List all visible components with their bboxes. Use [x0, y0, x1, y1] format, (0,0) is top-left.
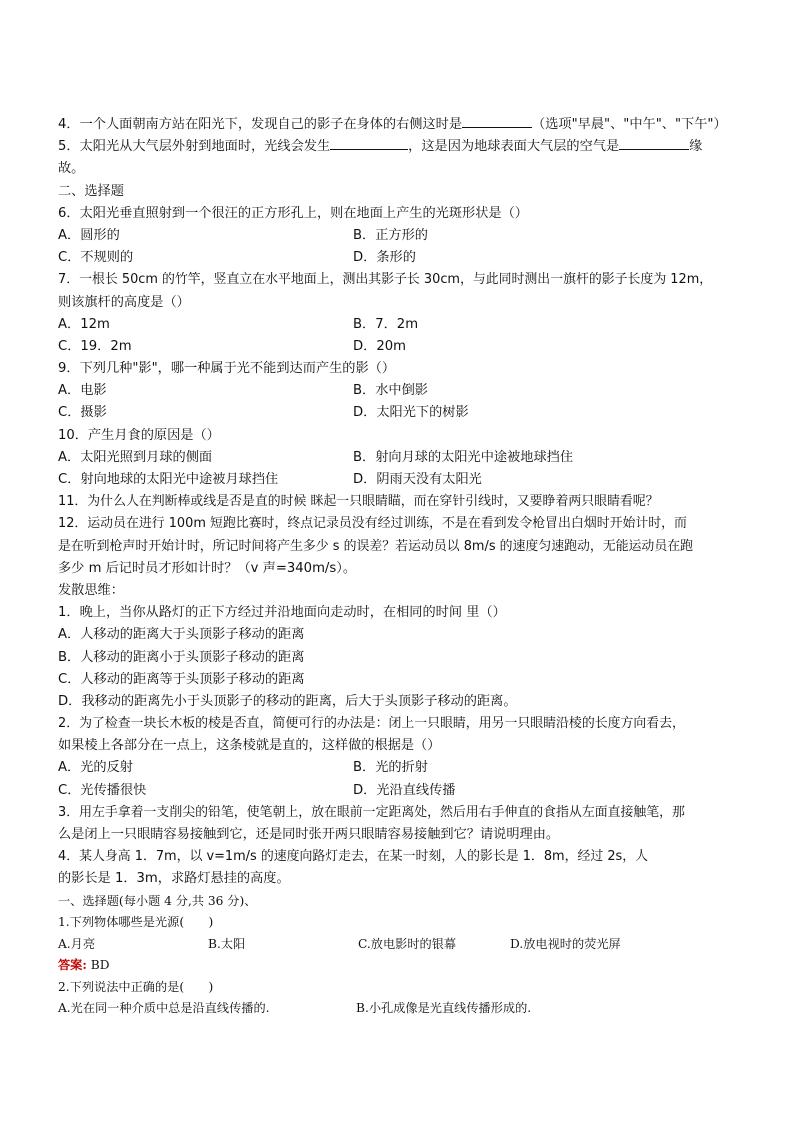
- option-a: A．光的反射: [58, 760, 133, 776]
- divergent-question-2-options-row: [58, 757, 740, 779]
- option-b: B．正方形的: [353, 227, 428, 243]
- option-d: D．条形的: [353, 250, 416, 266]
- question-10: 10．产生月食的原因是（）: [58, 427, 220, 443]
- option-c: C.放电影时的银幕: [358, 936, 457, 951]
- option-c: C．光传播很快: [58, 782, 147, 798]
- section-heading: 二、选择题: [58, 183, 124, 199]
- divergent-question-2-cont: 如果棱上各部分在一点上，这条棱就是直的，这样做的根据是（）: [58, 738, 441, 754]
- divergent-question-1: 1．晚上，当你从路灯的正下方经过并沿地面向走动时，在相同的时间 里（）: [58, 605, 506, 621]
- question-6-options-row: [58, 247, 740, 269]
- section-heading: 发散思维：: [58, 582, 124, 598]
- section-heading: 一、选择题(每小题 4 分,共 36 分)、: [58, 893, 257, 908]
- question-10-options-row: [58, 447, 740, 469]
- option-a: A．电影: [58, 383, 107, 399]
- option-a: A．人移动的距离大于头顶影子移动的距离: [58, 627, 305, 643]
- document-page: [58, 114, 740, 1020]
- practice-question-2: 2.下列说法中正确的是( ): [58, 979, 214, 994]
- option-a: A．圆形的: [58, 227, 120, 243]
- question-4-options: （选项"早晨"、"中午"、"下午"）: [532, 117, 727, 132]
- option-c: C．射向地球的太阳光中途被月球挡住: [58, 472, 279, 487]
- option-d: D．阴雨天没有太阳光: [353, 472, 482, 487]
- question-5: [58, 136, 740, 158]
- question-5-text-2: ，这是因为地球表面大气层的空气是: [408, 139, 620, 155]
- question-7: 7．一根长 50cm 的竹竿，竖直立在水平地面上，测出其影子长 30cm，与此同时测出一旗杆的影子长度为 12m，: [58, 272, 713, 288]
- option-b: B．7．2m: [353, 316, 419, 332]
- option-b: B．水中倒影: [353, 383, 428, 399]
- divergent-question-3: 3．用左手拿着一支削尖的铅笔，使笔朝上，放在眼前一定距离处，然后用右手伸直的食指从左面直接触笔，那: [58, 804, 685, 820]
- option-c: C．摄影: [58, 405, 107, 421]
- option-c: C．人移动的距离等于头顶影子移动的距离: [58, 671, 305, 687]
- question-4-text: 4．一个人面朝南方站在阳光下，发现自己的影子在身体的右侧这时是: [58, 117, 463, 132]
- question-5-text: 5．太阳光从大气层外射到地面时，光线会发生: [58, 139, 331, 155]
- question-5-text-3: 缘: [689, 139, 703, 155]
- option-b: B.小孔成像是光直线传播形成的.: [356, 1001, 532, 1016]
- question-9: 9．下列几种"影"，哪一种属于光不能到达而产生的影（）: [58, 361, 396, 377]
- option-a: A.光在同一种介质中总是沿直线传播的.: [58, 1001, 270, 1016]
- question-5-end: 故。: [58, 161, 85, 177]
- question-4: [58, 114, 740, 136]
- question-7-options-row: [58, 314, 740, 336]
- divergent-question-3-cont: 么是闭上一只眼睛容易接触到它，还是同时张开两只眼睛容易接触到它？请说明理由。: [58, 827, 560, 842]
- answer-blank: [462, 114, 532, 128]
- question-10-options-row: [58, 469, 740, 491]
- practice-question-2-options: [58, 998, 740, 1020]
- question-6-options-row: [58, 225, 740, 247]
- answer-line: [58, 955, 740, 977]
- answer-blank: [330, 136, 408, 150]
- option-a: A.月亮: [58, 936, 96, 951]
- question-9-options-row: [58, 402, 740, 424]
- question-7-options-row: [58, 336, 740, 358]
- answer-blank: [619, 136, 689, 150]
- question-12-cont: 多少 m 后记时员才形如计时？（v 声=340m/s）。: [58, 560, 357, 576]
- question-9-options-row: [58, 380, 740, 402]
- question-6: 6．太阳光垂直照射到一个很汪的正方形孔上，则在地面上产生的光斑形状是（）: [58, 205, 528, 221]
- option-c: C．不规则的: [58, 250, 134, 266]
- question-7-cont: 则该旗杆的高度是（）: [58, 294, 190, 310]
- option-a: A．12m: [58, 316, 110, 332]
- option-b: B.太阳: [208, 936, 246, 951]
- divergent-question-2-options-row: [58, 780, 740, 802]
- option-d: D．太阳光下的树影: [353, 405, 469, 421]
- practice-question-1-options: [58, 934, 740, 956]
- divergent-question-2: 2．为了检查一块长木板的棱是否直，简便可行的办法是：闭上一只眼睛，用另一只眼睛沿棱的长度方向看去，: [58, 716, 685, 732]
- divergent-question-4-cont: 的影长是 1．3m，求路灯悬挂的高度。: [58, 871, 290, 887]
- option-d: D．我移动的距离先小于头顶影子的移动的距离，后大于头顶影子移动的距离。: [58, 693, 517, 709]
- question-11: 11．为什么人在判断棒或线是否是直的时候 眯起一只眼睛瞄，而在穿针引线时，又要睁着两只眼睛看呢？: [58, 494, 659, 510]
- option-d: D．光沿直线传播: [353, 782, 456, 798]
- option-b: B．人移动的距离小于头顶影子移动的距离: [58, 649, 305, 665]
- answer-value: BD: [86, 958, 110, 973]
- option-b: B．射向月球的太阳光中途被地球挡住: [353, 449, 574, 465]
- option-a: A．太阳光照到月球的侧面: [58, 449, 213, 465]
- option-c: C．19．2m: [58, 338, 132, 354]
- option-b: B．光的折射: [353, 760, 428, 776]
- question-12: 12．运动员在进行 100m 短跑比赛时，终点记录员没有经过训练，不是在看到发令枪冒出白烟时开始计时，而: [58, 516, 687, 532]
- answer-label: 答案:: [58, 958, 87, 973]
- question-12-cont: 是在听到枪声时开始计时，所记时间将产生多少 s 的误差？若运动员以 8m/s 的速度匀速跑动，无能运动员在跑: [58, 538, 693, 554]
- divergent-question-4: 4．某人身高 1．7m，以 v=1m/s 的速度向路灯走去，在某一时刻，人的影长是 1．8m，经过 2s，人: [58, 849, 649, 865]
- practice-question-1: 1.下列物体哪些是光源( ): [58, 915, 214, 930]
- option-d: D.放电视时的荧光屏: [510, 936, 621, 951]
- option-d: D．20m: [353, 338, 406, 354]
